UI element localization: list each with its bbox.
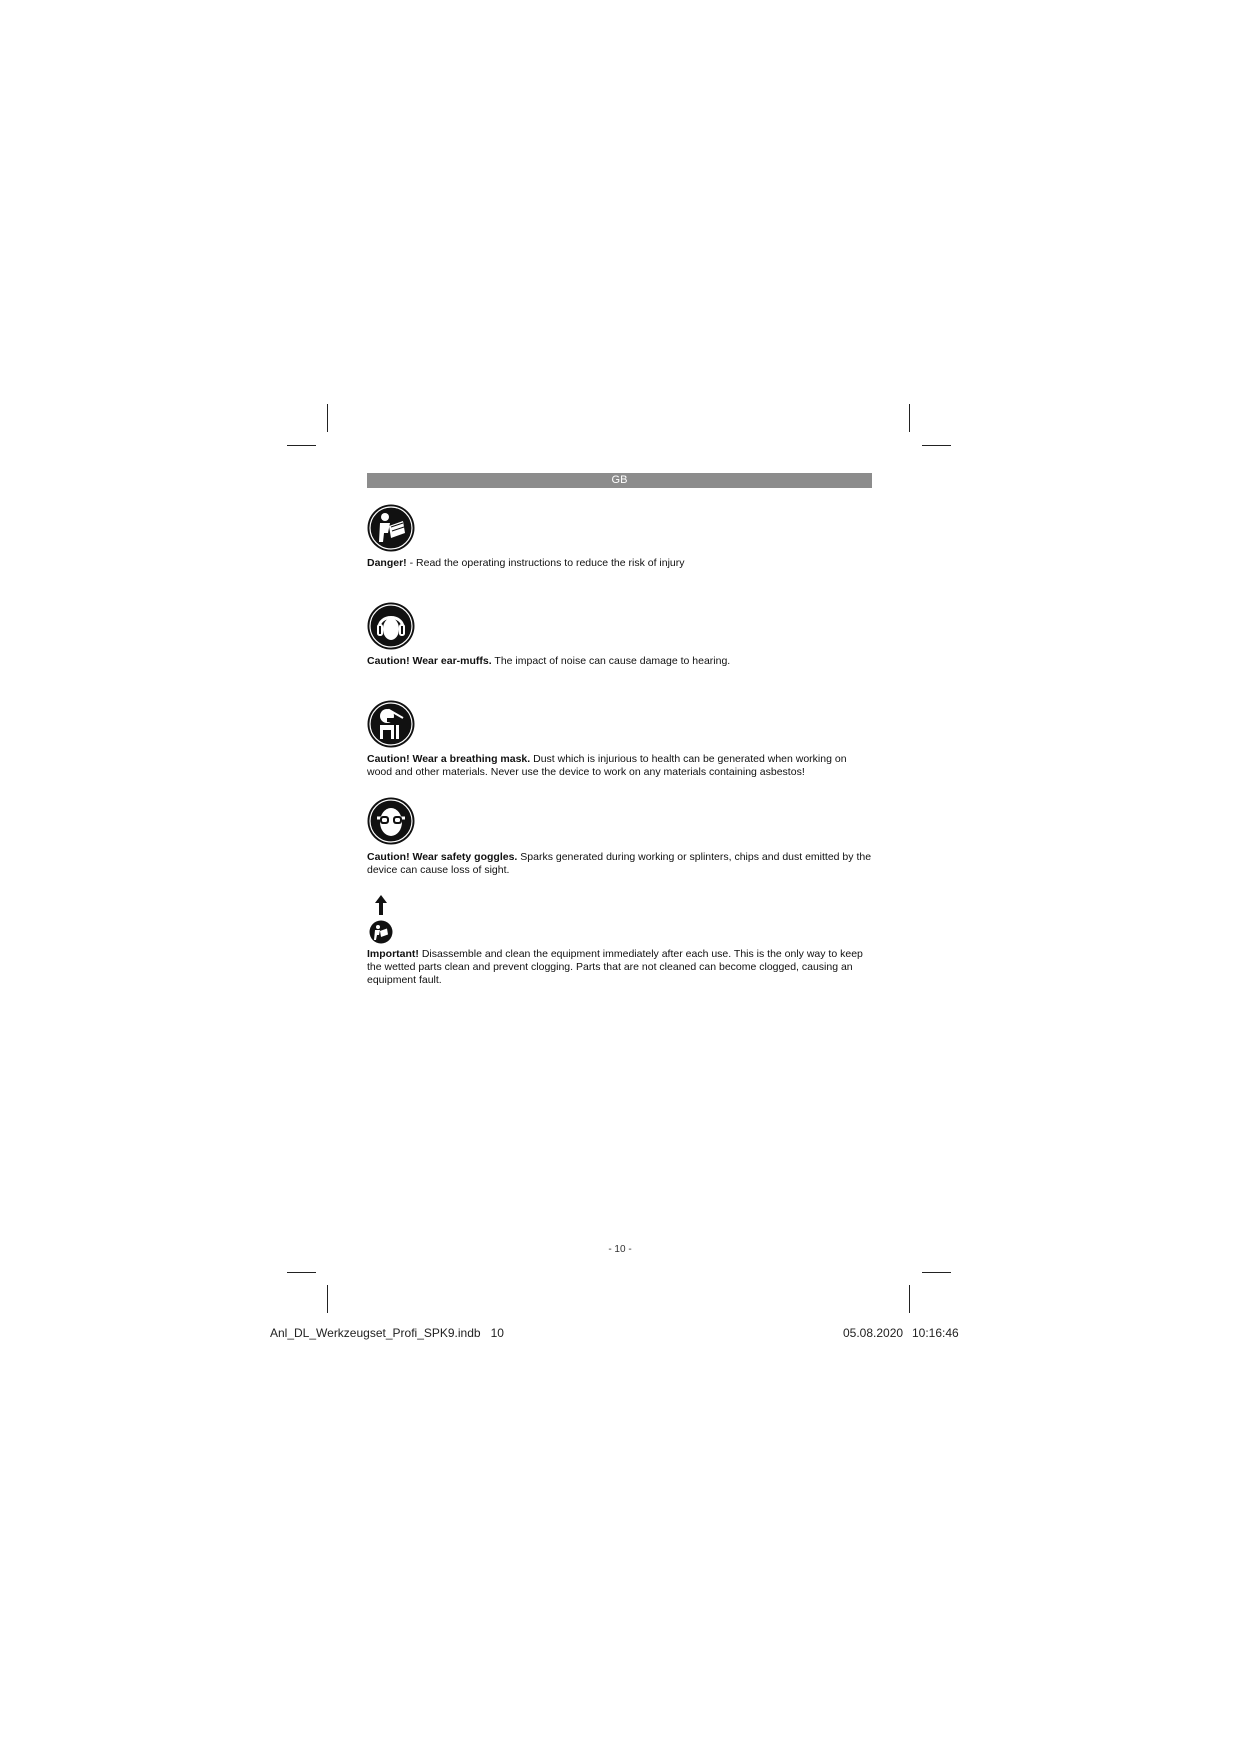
page-number: - 10 - — [608, 1244, 632, 1255]
notice-text: Dust which is injurious to health can be generated when working on wood and other materials. Never use the device to work on any materials containing asbestos! — [367, 753, 847, 778]
notice-safety-goggles — [367, 851, 872, 877]
crop-mark-top-right-vertical — [909, 404, 910, 432]
read-manual-icon — [367, 504, 415, 552]
crop-mark-bottom-right-horizontal — [922, 1272, 951, 1273]
notice-breathing-mask — [367, 753, 872, 779]
crop-mark-bottom-right-vertical — [909, 1285, 910, 1313]
read-manual-small-icon — [369, 920, 393, 944]
notice-text: The impact of noise can cause damage to hearing. — [491, 655, 731, 667]
notice-read-manual — [367, 557, 872, 570]
crop-mark-top-left-vertical — [327, 404, 328, 432]
notice-lead: Danger! — [367, 557, 407, 569]
footer-file-name: Anl_DL_Werkzeugset_Profi_SPK9.indb 10 — [270, 1326, 504, 1340]
notice-lead: Important! — [367, 948, 419, 960]
footer-date: 05.08.2020 — [843, 1326, 904, 1340]
notice-important-cleaning — [367, 948, 872, 987]
language-header-bar: GB — [367, 473, 872, 488]
crop-mark-top-right-horizontal — [922, 445, 951, 446]
crop-mark-bottom-left-vertical — [327, 1285, 328, 1313]
notice-ear-muffs — [367, 655, 872, 668]
notice-lead: Caution! Wear safety goggles. — [367, 851, 518, 863]
notice-text: Disassemble and clean the equipment immediately after each use. This is the only way to keep the wetted parts clean and prevent clogging. Parts that are not cleaned can become clogged, causing an equipment fault. — [367, 948, 863, 986]
breathing-mask-icon — [367, 700, 415, 748]
arrow-up-icon — [373, 895, 389, 915]
crop-mark-top-left-horizontal — [287, 445, 316, 446]
notice-lead: Caution! Wear ear-muffs. — [367, 655, 492, 667]
notice-lead: Caution! Wear a breathing mask. — [367, 753, 531, 765]
ear-muffs-icon — [367, 602, 415, 650]
footer-time: 10:16:46 — [912, 1326, 959, 1340]
notice-text: Sparks generated during working or splinters, chips and dust emitted by the device can cause loss of sight. — [367, 851, 872, 876]
notice-text: - Read the operating instructions to reduce the risk of injury — [406, 557, 685, 569]
crop-mark-bottom-left-horizontal — [287, 1272, 316, 1273]
safety-goggles-icon — [367, 797, 415, 845]
